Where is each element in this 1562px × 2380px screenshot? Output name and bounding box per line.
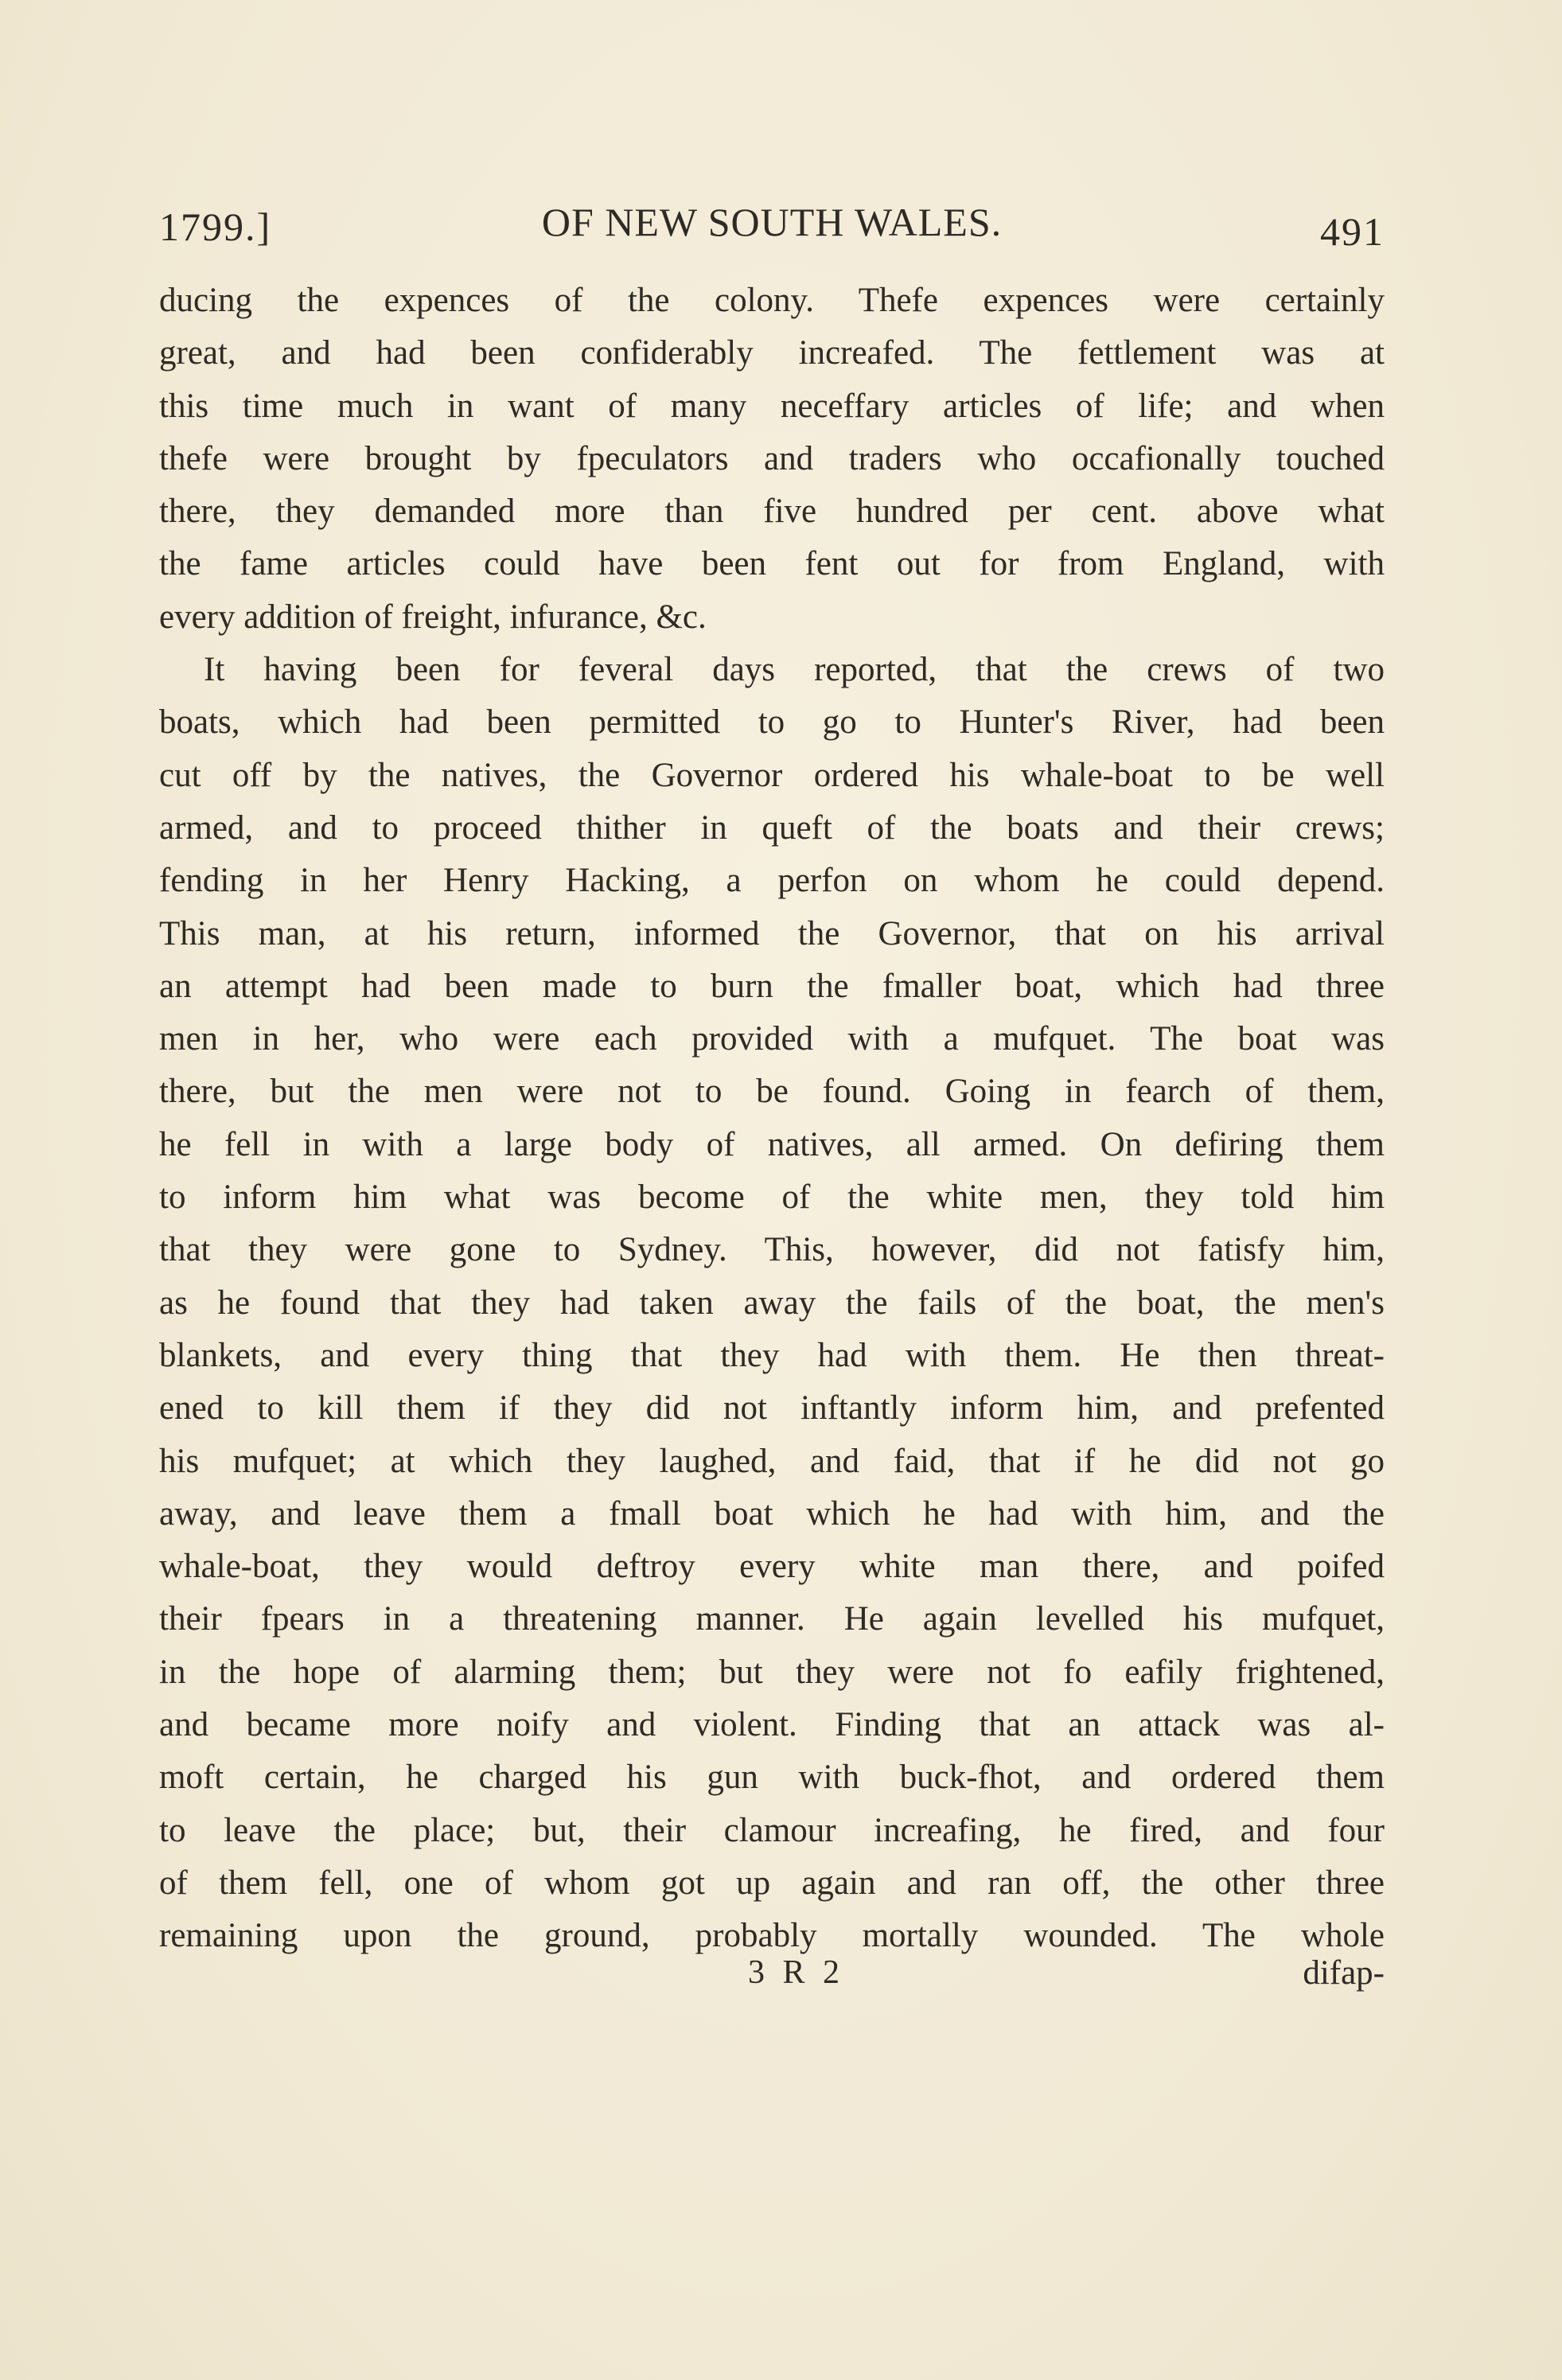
text-line: in the hope of alarming them; but they were not fo eafily frightened,	[159, 1653, 1385, 1691]
text-line: men in her, who were each provided with a mufquet. The boat was	[159, 1020, 1385, 1058]
page-footer	[159, 1953, 1385, 2009]
body-text	[159, 275, 1385, 1963]
text-line: that they were gone to Sydney. This, however, did not fatisfy him,	[159, 1231, 1385, 1269]
text-line: there, they demanded more than five hundred per cent. above what	[159, 493, 1385, 531]
text-line: their fpears in a threatening manner. He again levelled his mufquet,	[159, 1600, 1385, 1638]
text-line: the fame articles could have been fent out for from England, with	[159, 545, 1385, 583]
text-line: blankets, and every thing that they had with them. He then threat-	[159, 1336, 1385, 1374]
text-line: an attempt had been made to burn the fmaller boat, which had three	[159, 967, 1385, 1005]
text-line: armed, and to proceed thither in queft of the boats and their crews;	[159, 808, 1385, 847]
text-line: to leave the place; but, their clamour increafing, he fired, and four	[159, 1811, 1385, 1849]
running-header	[159, 199, 1385, 255]
text-line: to inform him what was become of the white men, they told him	[159, 1178, 1385, 1217]
text-line: every addition of freight, infurance, &c.	[159, 598, 707, 636]
text-line: away, and leave them a fmall boat which he had with him, and the	[159, 1494, 1385, 1533]
text-line: moft certain, he charged his gun with buck-fhot, and ordered them	[159, 1759, 1385, 1797]
signature-mark: 3 R 2	[748, 1954, 845, 1991]
text-line: This man, at his return, informed the Governor, that on his arrival	[159, 914, 1385, 952]
text-line: he fell in with a large body of natives, all armed. On defiring them	[159, 1125, 1385, 1163]
text-line: thefe were brought by fpeculators and traders who occafionally touched	[159, 439, 1385, 477]
text-line: whale-boat, they would deftroy every white man there, and poifed	[159, 1548, 1385, 1586]
text-line: this time much in want of many neceffary articles of life; and when	[159, 387, 1385, 425]
header-year: 1799.]	[159, 205, 272, 249]
text-line: as he found that they had taken away the fails of the boat, the men's	[159, 1283, 1385, 1322]
text-line: boats, which had been permitted to go to Hunter's River, had been	[159, 703, 1385, 742]
page-number: 491	[1320, 209, 1385, 254]
text-line: cut off by the natives, the Governor ordered his whale-boat to be well	[159, 756, 1385, 794]
text-line: and became more noify and violent. Finding that an attack was al-	[159, 1706, 1385, 1744]
text-line: his mufquet; at which they laughed, and faid, that if he did not go	[159, 1442, 1385, 1480]
text-line: ened to kill them if they did not inftantly inform him, and prefented	[159, 1389, 1385, 1428]
text-line-paragraph-start: It having been for feveral days reported, that the crews of two	[204, 651, 1385, 689]
catchword: difap-	[1303, 1954, 1385, 1992]
header-title: OF NEW SOUTH WALES.	[541, 200, 1003, 244]
text-line: fending in her Henry Hacking, a perfon on whom he could depend.	[159, 862, 1385, 900]
text-line: ducing the expences of the colony. Thefe expences were certainly	[159, 282, 1385, 319]
text-line: remaining upon the ground, probably mortally wounded. The whole	[159, 1917, 1385, 1955]
text-line: of them fell, one of whom got up again and ran off, the other three	[159, 1864, 1385, 1902]
text-line: there, but the men were not to be found. Going in fearch of them,	[159, 1073, 1385, 1111]
text-line: great, and had been confiderably increafed. The fettlement was at	[159, 334, 1385, 372]
